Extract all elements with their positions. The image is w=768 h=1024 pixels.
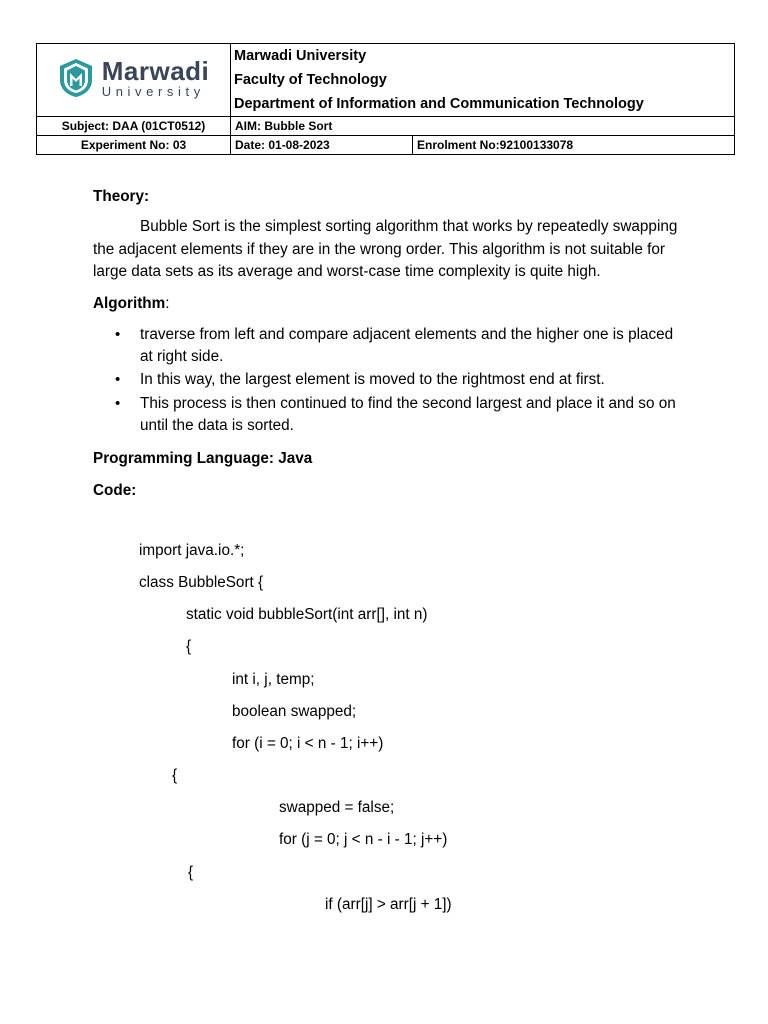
- code-line: if (arr[j] > arr[j + 1]): [325, 896, 452, 913]
- document-body: [93, 186, 683, 502]
- code-line: for (i = 0; i < n - 1; i++): [232, 735, 384, 752]
- subject-cell: Subject: DAA (01CT0512): [37, 117, 231, 136]
- algorithm-heading-text: Algorithm: [93, 294, 166, 312]
- aim-cell: AIM: Bubble Sort: [231, 117, 735, 136]
- code-heading: Code:: [93, 482, 137, 500]
- experiment-cell: Experiment No: 03: [37, 136, 231, 155]
- language-heading: Programming Language: Java: [93, 450, 313, 468]
- code-line: import java.io.*;: [139, 542, 245, 559]
- code-line: {: [172, 767, 178, 784]
- header-table: [36, 43, 735, 155]
- university-logo: [58, 55, 210, 99]
- list-item: • traverse from left and compare adjacent elements and the higher one is placed at right side.: [140, 324, 683, 369]
- code-line: class BubbleSort {: [139, 574, 264, 591]
- code-line: boolean swapped;: [232, 703, 357, 720]
- logo-wordmark: Marwadi: [101, 55, 210, 86]
- department-name: Department of Information and Communication Technology: [234, 96, 644, 112]
- shield-m-icon: [58, 58, 94, 98]
- enrolment-cell: Enrolment No:92100133078: [413, 136, 735, 155]
- list-item: • This process is then continued to find the second largest and place it and so on until the data is sorted.: [140, 393, 683, 438]
- university-name: Marwadi University: [234, 48, 367, 64]
- logo-subtitle: University: [101, 83, 205, 99]
- code-line: swapped = false;: [279, 799, 395, 816]
- code-line: int i, j, temp;: [232, 671, 315, 688]
- faculty-name: Faculty of Technology: [234, 72, 387, 88]
- logo-cell: [37, 44, 231, 117]
- code-line: static void bubbleSort(int arr[], int n): [186, 606, 428, 623]
- code-line: {: [186, 638, 192, 655]
- list-item: • In this way, the largest element is moved to the rightmost end at first.: [140, 369, 683, 392]
- algorithm-list: [93, 324, 683, 439]
- code-line: {: [188, 864, 194, 881]
- code-line: for (j = 0; j < n - i - 1; j++): [279, 831, 448, 848]
- algorithm-heading-colon: :: [165, 294, 170, 312]
- institution-info: [231, 44, 735, 117]
- theory-heading: Theory:: [93, 188, 150, 205]
- algorithm-heading: [93, 293, 683, 315]
- date-cell: Date: 01-08-2023: [231, 136, 413, 155]
- theory-paragraph: Bubble Sort is the simplest sorting algorithm that works by repeatedly swapping the adjacent elements if they are in the wrong order. This algorithm is not suitable for large data sets as its average and worst-case time complexity is quite high.: [93, 218, 678, 280]
